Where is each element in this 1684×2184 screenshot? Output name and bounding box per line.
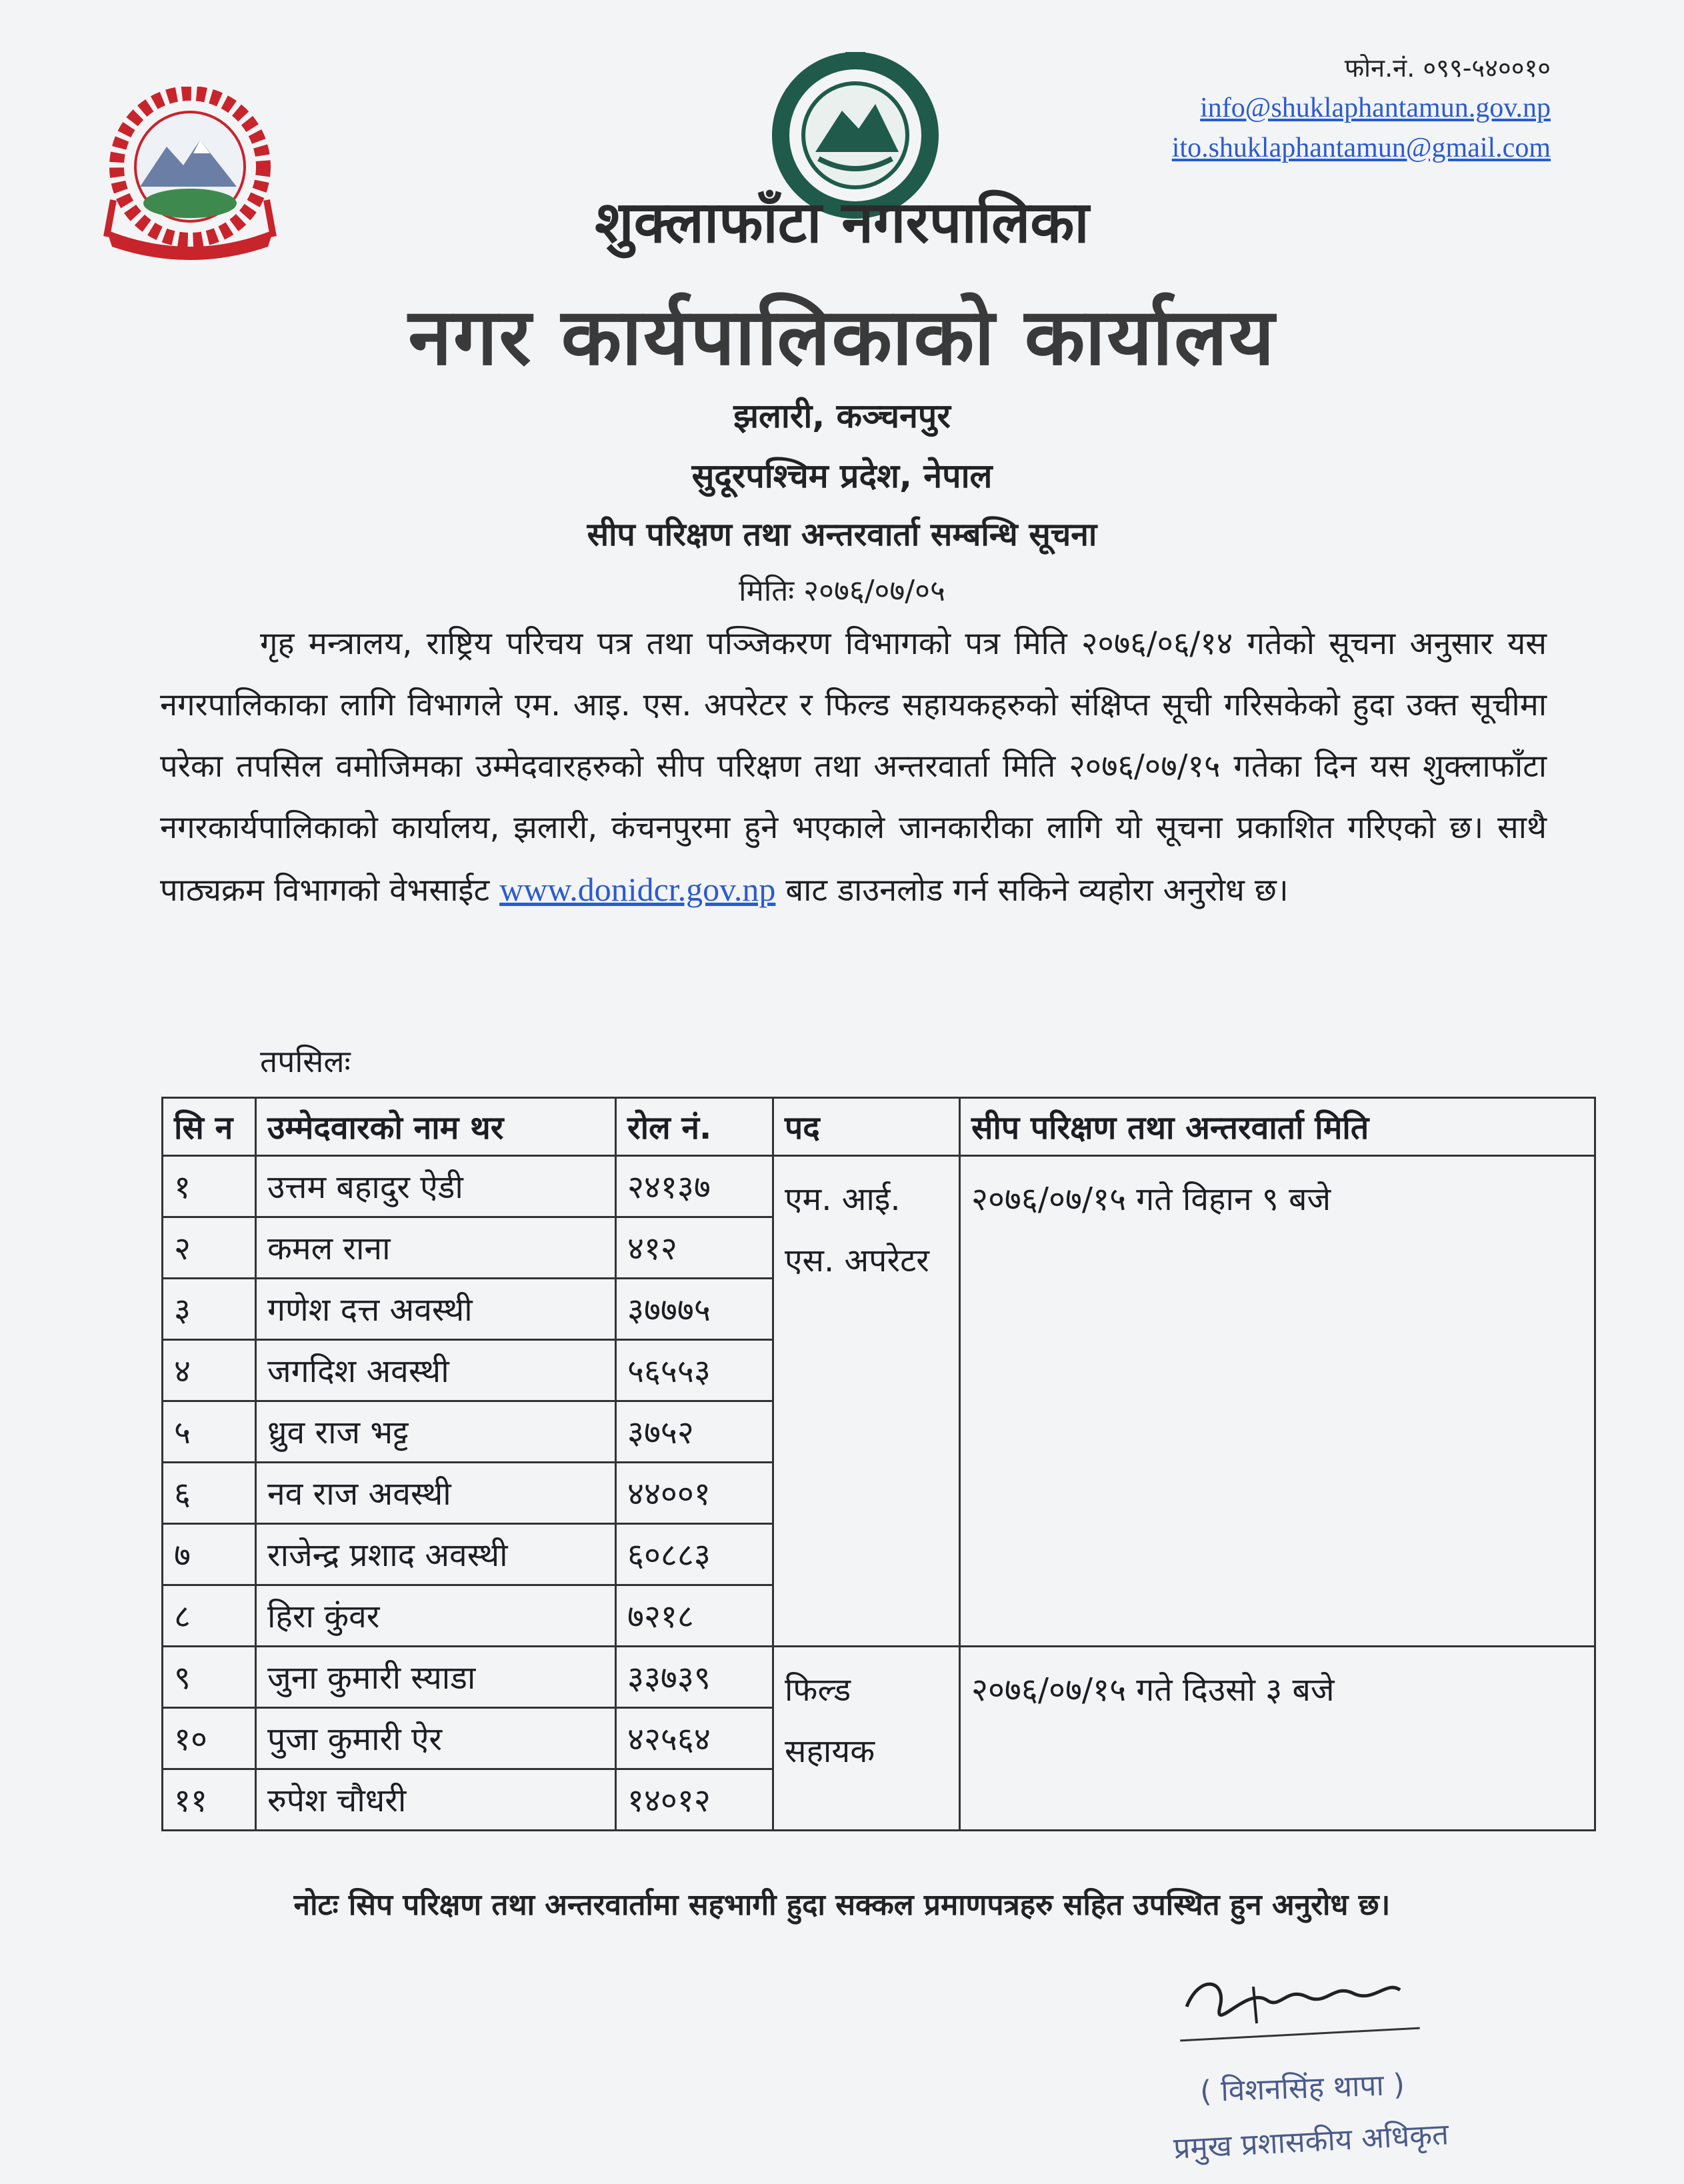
col-header-name: उम्मेदवारको नाम थर — [256, 1098, 616, 1156]
phone-number: फोन.नं. ०९९-५४००१० — [1344, 53, 1551, 83]
cell-name: ध्रुव राज भट्ट — [256, 1401, 616, 1463]
cell-roll: २४१३७ — [616, 1156, 773, 1217]
cell-roll: ५६५५३ — [616, 1340, 773, 1401]
cell-name: नव राज अवस्थी — [256, 1463, 616, 1524]
cell-sn: १० — [163, 1708, 256, 1769]
cell-roll: ७२१८ — [616, 1585, 773, 1647]
cell-name: उत्तम बहादुर ऐडी — [256, 1156, 616, 1217]
cell-post-field-assistant: फिल्ड सहायक — [773, 1647, 960, 1831]
signatory-name-stamp: ( विशनसिंह थापा ) — [1199, 2067, 1405, 2109]
table-header-row — [163, 1098, 1595, 1156]
email-link-ito[interactable]: ito.shuklaphantamun@gmail.com — [1171, 133, 1551, 163]
cell-sn: २ — [163, 1217, 256, 1279]
table-row — [163, 1647, 1595, 1708]
cell-roll: ३३७३९ — [616, 1647, 773, 1708]
cell-roll: ४२५६४ — [616, 1708, 773, 1769]
notice-body — [160, 613, 1547, 921]
cell-roll: ४१२ — [616, 1217, 773, 1279]
cell-name: जुना कुमारी स्याडा — [256, 1647, 616, 1708]
cell-sn: १ — [163, 1156, 256, 1217]
notice-subject: सीप परिक्षण तथा अन्तरवार्ता सम्बन्धि सूचना — [587, 516, 1097, 553]
cell-name: हिरा कुंवर — [256, 1585, 616, 1647]
cell-name: पुजा कुमारी ऐर — [256, 1708, 616, 1769]
website-link[interactable]: www.donidcr.gov.np — [499, 871, 776, 908]
col-header-post: पद — [773, 1098, 960, 1156]
cell-roll: ६०८८३ — [616, 1524, 773, 1585]
table-row — [163, 1156, 1595, 1217]
col-header-sn: सि न — [163, 1098, 256, 1156]
cell-post-mis-operator: एम. आई. एस. अपरेटर — [773, 1156, 960, 1647]
cell-sn: ११ — [163, 1769, 256, 1831]
body-text-part2: बाट डाउनलोड गर्न सकिने व्यहोरा अनुरोध छ। — [785, 872, 1289, 909]
cell-name: रुपेश चौधरी — [256, 1769, 616, 1831]
cell-roll: १४०१२ — [616, 1769, 773, 1831]
notice-note: नोटः सिप परिक्षण तथा अन्तरवार्तामा सहभागी हुदा सक्कल प्रमाणपत्रहरु सहित उपस्थित हुन अनुरोध छ। — [293, 1888, 1391, 1922]
cell-name: जगदिश अवस्थी — [256, 1340, 616, 1401]
contact-info — [1172, 48, 1551, 168]
cell-roll: ३७५२ — [616, 1401, 773, 1463]
cell-name: राजेन्द्र प्रशाद अवस्थी — [256, 1524, 616, 1585]
cell-name: कमल राना — [256, 1217, 616, 1279]
cell-sn: ७ — [163, 1524, 256, 1585]
cell-sn: ९ — [163, 1647, 256, 1708]
col-header-roll: रोल नं. — [616, 1098, 773, 1156]
body-text-part1: गृह मन्त्रालय, राष्ट्रिय परिचय पत्र तथा पञ्जिकरण विभागको पत्र मिति २०७६/०६/१४ गतेको सूचना अनुसार यस नगरपालिकाका लागि विभागले एम. आइ. एस. अपरेटर र फिल्ड सहायकहरुको संक्षिप्त सूची गरिसकेको हुदा उक्त सूचीमा परेका तपसिल वमोजिमका उम्मेदवारहरुको सीप परिक्षण तथा अन्तरवार्ता मिति २०७६/०७/१५ गतेका दिन यस शुक्लाफाँटा नगरकार्यपालिकाको कार्यालय, झलारी, कंचनपुरमा हुने भएकाले जानकारीका लागि यो सूचना प्रकाशित गरिएको छ। साथै पाठ्यक्रम विभागको वेभसाईट — [160, 625, 1547, 909]
cell-roll: ४४००१ — [616, 1463, 773, 1524]
municipality-name: शुक्लाफाँटा नगरपालिका — [595, 189, 1089, 256]
address-line-1: झलारी, कञ्चनपुर — [733, 397, 951, 435]
cell-name: गणेश दत्त अवस्थी — [256, 1279, 616, 1340]
cell-sn: ५ — [163, 1401, 256, 1463]
email-link-info[interactable]: info@shuklaphantamun.gov.np — [1200, 93, 1551, 123]
cell-schedule-group-1: २०७६/०७/१५ गते विहान ९ बजे — [960, 1156, 1595, 1647]
address-line-2: सुदूरपश्चिम प्रदेश, नेपाल — [691, 457, 993, 495]
notice-date: मितिः २०७६/०७/०५ — [739, 574, 945, 608]
cell-sn: ३ — [163, 1279, 256, 1340]
signatory-title-stamp: प्रमुख प्रशासकीय अधिकृत — [1173, 2117, 1450, 2166]
cell-schedule-group-2: २०७६/०७/१५ गते दिउसो ३ बजे — [960, 1647, 1595, 1831]
candidate-table — [161, 1097, 1596, 1831]
cell-roll: ३७७७५ — [616, 1279, 773, 1340]
details-label: तपसिलः — [260, 1043, 351, 1079]
cell-sn: ८ — [163, 1585, 256, 1647]
cell-sn: ४ — [163, 1340, 256, 1401]
cell-sn: ६ — [163, 1463, 256, 1524]
col-header-schedule: सीप परिक्षण तथा अन्तरवार्ता मिति — [960, 1098, 1595, 1156]
office-title: नगर कार्यपालिकाको कार्यालय — [408, 291, 1276, 383]
